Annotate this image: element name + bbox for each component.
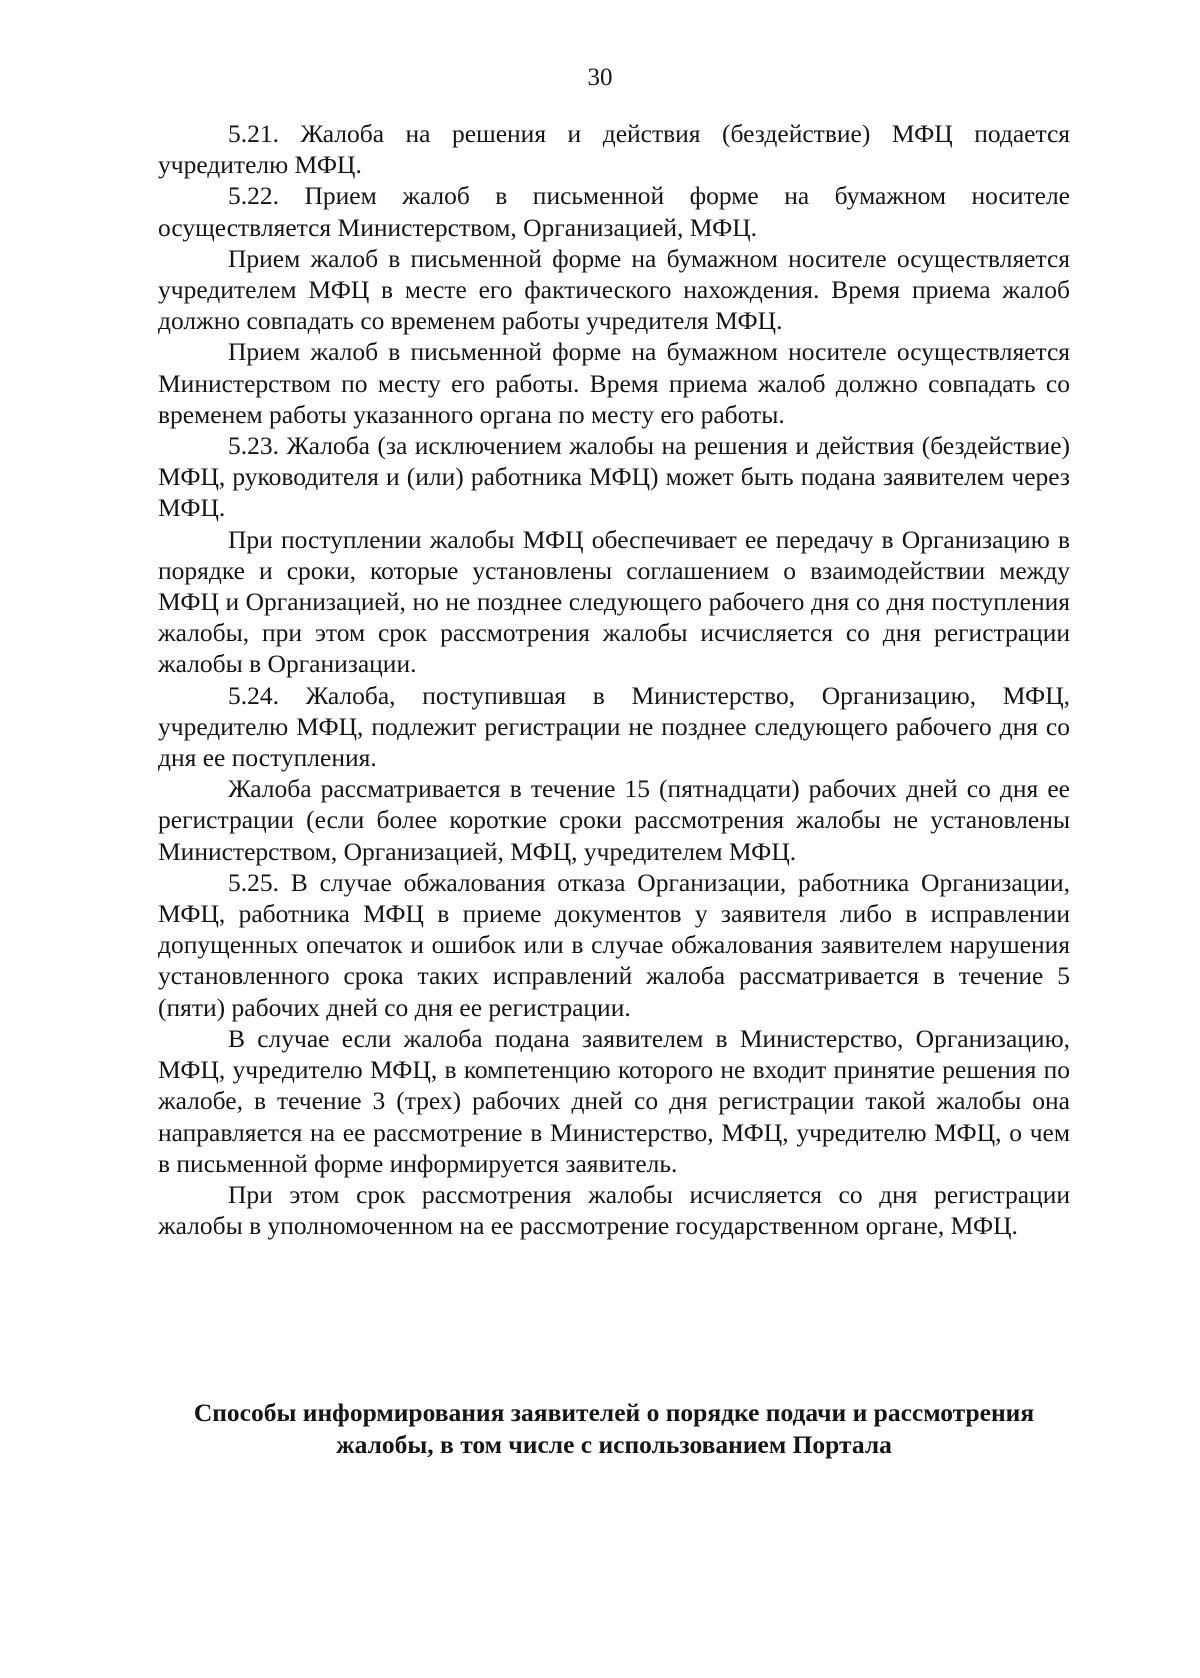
body-text [158, 118, 1070, 1241]
section-heading-line-1: Способы информирования заявителей о порядке подачи и рассмотрения [193, 1398, 1035, 1427]
paragraph-5-22: 5.22. Прием жалоб в письменной форме на бумажном носителе осуществляется Министерством, Организацией, МФЦ. [158, 181, 1070, 242]
paragraph-5-24: 5.24. Жалоба, поступившая в Министерство, Организацию, МФЦ, учредителю МФЦ, подлежит регистрации не позднее следующего рабочего дня со дня ее поступления. [158, 680, 1070, 773]
paragraph-review-term: Жалоба рассматривается в течение 15 (пятнадцати) рабочих дней со дня ее регистрации (если более короткие сроки рассмотрения жалобы не установлены Министерством, Организацией, МФЦ, учредителем МФЦ. [158, 774, 1070, 866]
paragraph-founder-reception: Прием жалоб в письменной форме на бумажном носителе осуществляется учредителем МФЦ в месте его фактического нахождения. Время приема жалоб должно совпадать со временем работы учредителя МФЦ. [158, 243, 1070, 336]
paragraph-5-25: 5.25. В случае обжалования отказа Организации, работника Организации, МФЦ, работника МФЦ в приеме документов у заявителя либо в исправлении допущенных опечаток и ошибок или в случае обжалования заявителем нарушения установленного срока таких исправлений жалоба рассматривается в течение 5 (пяти) рабочих дней со дня ее регистрации. [158, 867, 1070, 1022]
paragraph-5-23: 5.23. Жалоба (за исключением жалобы на решения и действия (бездействие) МФЦ, руководителя и (или) работника МФЦ) может быть подана заявителем через МФЦ. [158, 431, 1070, 523]
paragraph-redirect: В случае если жалоба подана заявителем в Министерство, Организацию, МФЦ, учредителю МФЦ, в компетенцию которого не входит принятие решения по жалобе, в течение 3 (трех) рабочих дней со дня регистрации такой жалобы она направляется на ее рассмотрение в Министерство, МФЦ, учредителю МФЦ, о чем в письменной форме информируется заявитель. [158, 1023, 1070, 1178]
section-heading [150, 1397, 1078, 1460]
section-heading-line-2: жалобы, в том числе с использованием Портала [336, 1429, 892, 1459]
paragraph-ministry-reception: Прием жалоб в письменной форме на бумажном носителе осуществляется Министерством по месту его работы. Время приема жалоб должно совпадать со временем работы указанного органа по месту его работы. [158, 337, 1070, 429]
page-number: 30 [587, 64, 613, 91]
paragraph-mfc-transfer: При поступлении жалобы МФЦ обеспечивает ее передачу в Организацию в порядке и сроки, которые установлены соглашением о взаимодействии между МФЦ и Организацией, но не позднее следующего рабочего дня со дня поступления жалобы, при этом срок рассмотрения жалобы исчисляется со дня регистрации жалобы в Организации. [158, 524, 1070, 679]
paragraph-term-start: При этом срок рассмотрения жалобы исчисляется со дня регистрации жалобы в уполномоченном на ее рассмотрение государственном органе, МФЦ. [158, 1179, 1070, 1241]
paragraph-5-21: 5.21. Жалоба на решения и действия (бездействие) МФЦ подается учредителю МФЦ. [158, 119, 1070, 180]
